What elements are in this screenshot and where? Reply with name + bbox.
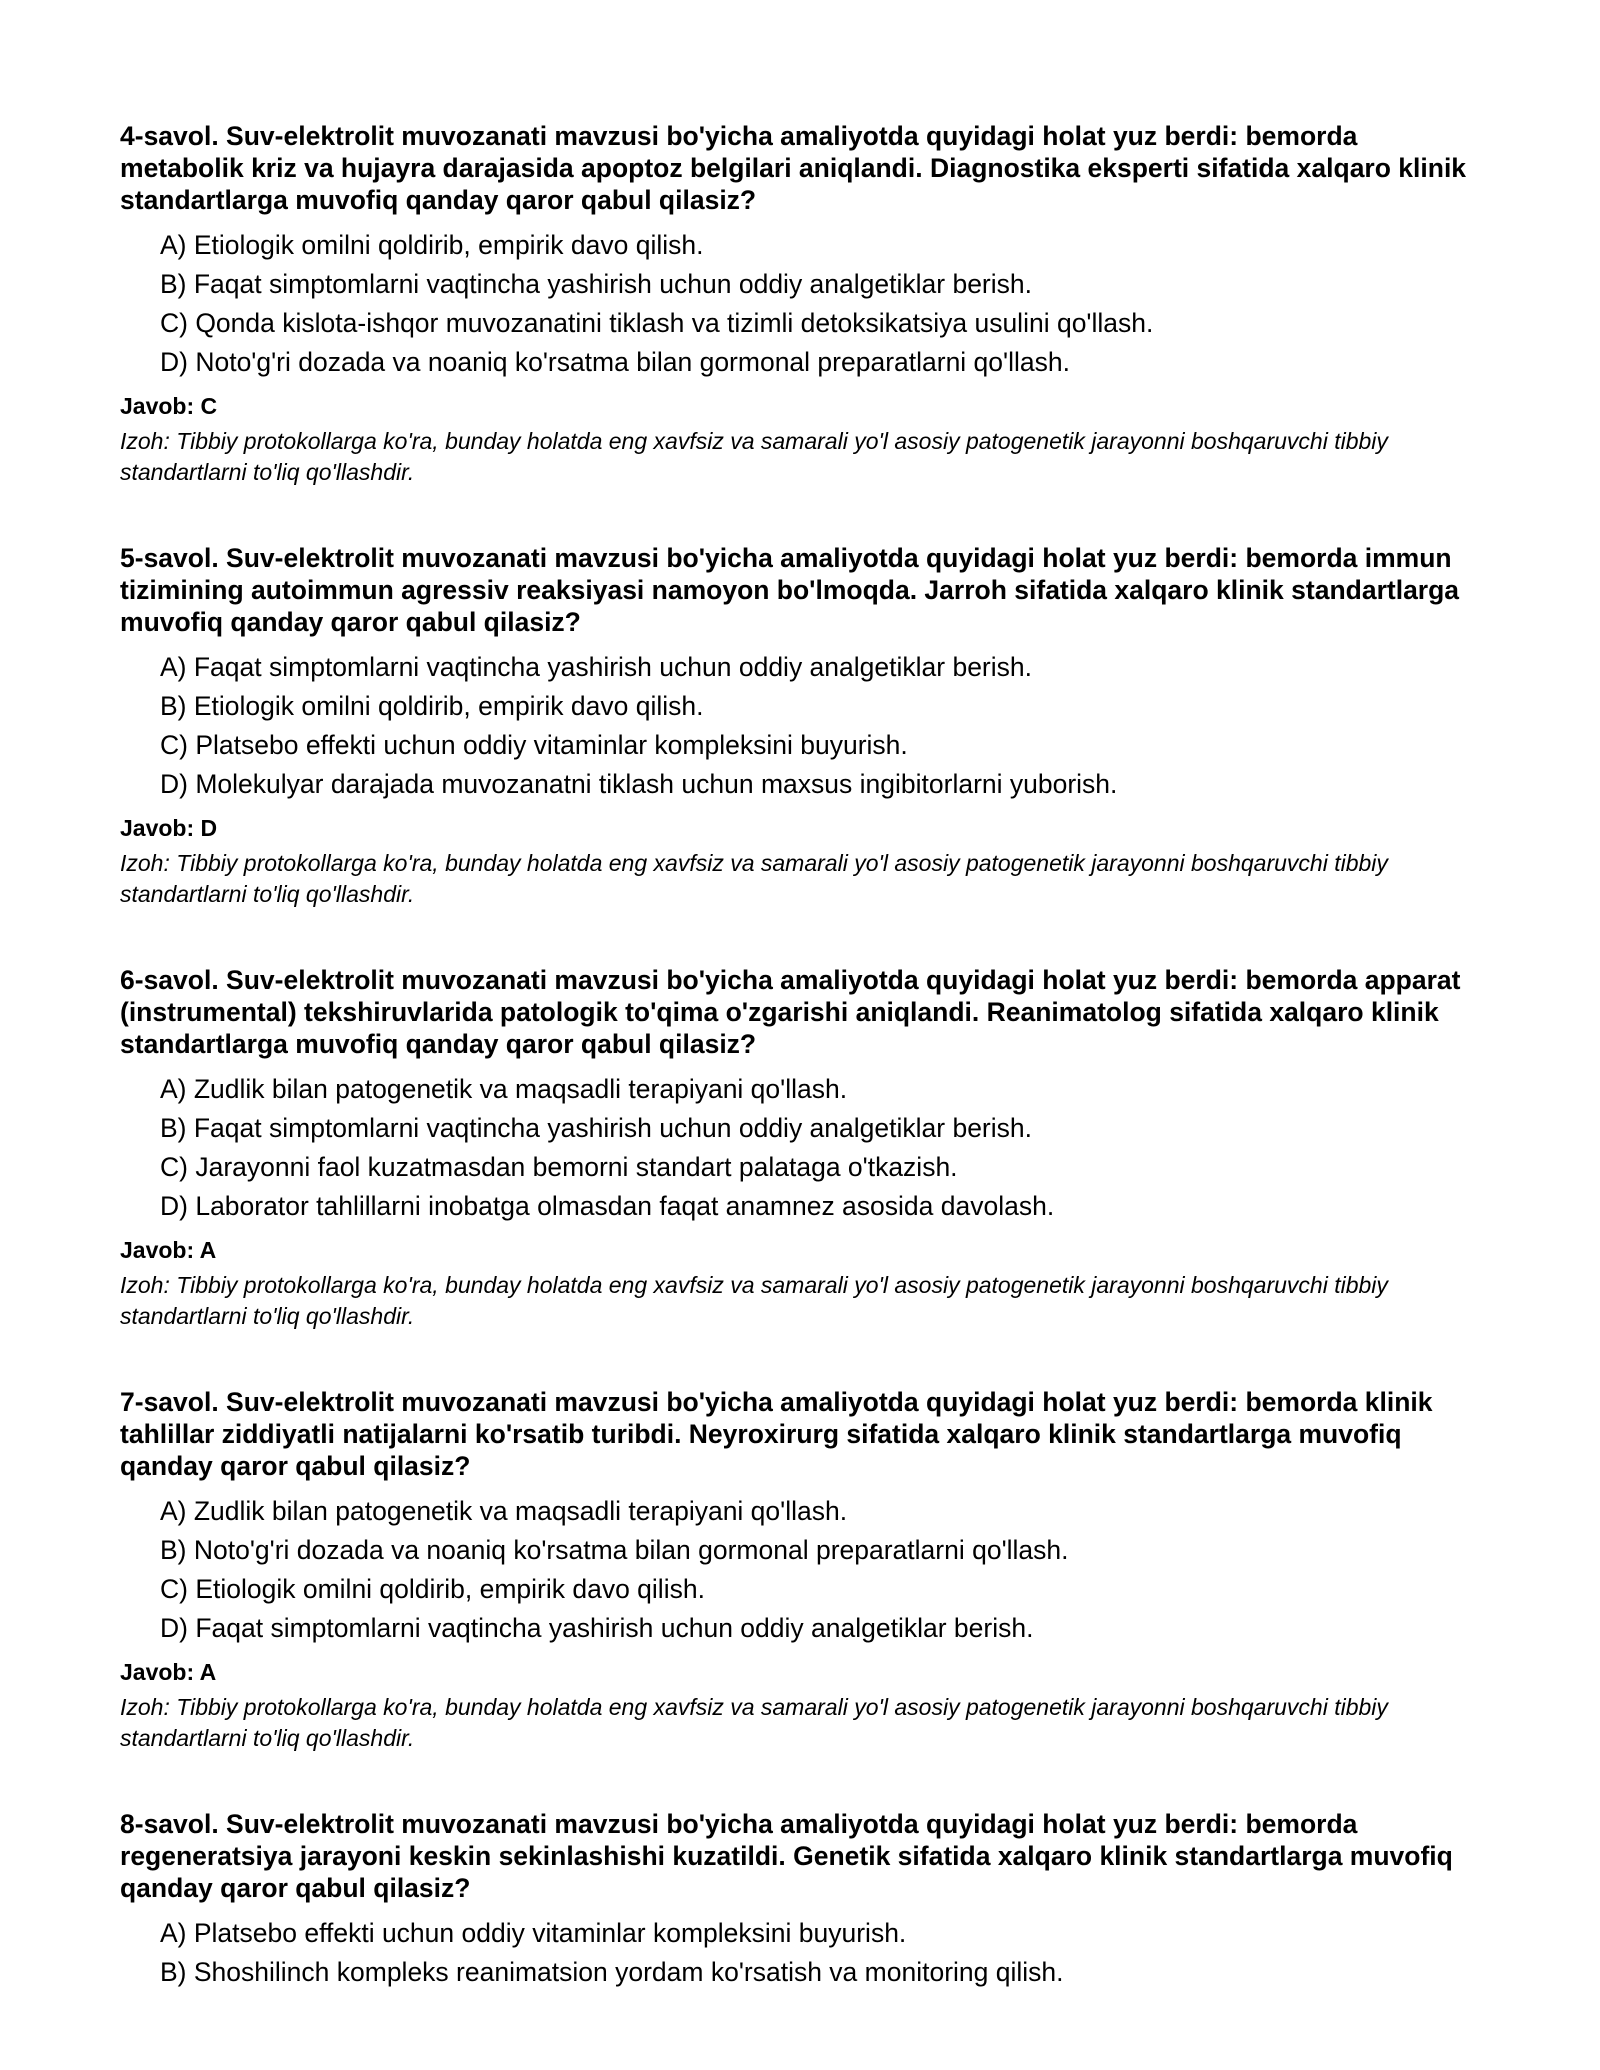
options-list <box>120 1492 1480 1648</box>
option-d: D) Faqat simptomlarni vaqtincha yashirish uchun oddiy analgetiklar berish. <box>160 1613 1034 1643</box>
question-title: 8-savol. Suv-elektrolit muvozanati mavzusi bo'yicha amaliyotda quyidagi holat yuz berdi: bemorda regeneratsiya jarayoni keskin sekinlashishi kuzatildi. Genetik sifatida xalqaro klinik standartlarga muvofiq qanday qaror qabul qilasiz? <box>120 1809 1453 1903</box>
answer-label: Javob: C <box>120 393 218 419</box>
question-title: 5-savol. Suv-elektrolit muvozanati mavzusi bo'yicha amaliyotda quyidagi holat yuz berdi: bemorda immun tizimining autoimmun agressiv reaksiyasi namoyon bo'lmoqda. Jarroh sifatida xalqaro klinik standartlarga muvofiq qanday qaror qabul qilasiz? <box>120 543 1460 637</box>
answer-label: Javob: A <box>120 1237 217 1263</box>
option-b: B) Faqat simptomlarni vaqtincha yashirish uchun oddiy analgetiklar berish. <box>160 269 1032 299</box>
option-c: C) Etiologik omilni qoldirib, empirik davo qilish. <box>160 1574 705 1604</box>
question-5 <box>120 542 1480 910</box>
option-a: A) Etiologik omilni qoldirib, empirik davo qilish. <box>160 230 704 260</box>
answer-label: Javob: A <box>120 1659 217 1685</box>
question-title: 6-savol. Suv-elektrolit muvozanati mavzusi bo'yicha amaliyotda quyidagi holat yuz berdi: bemorda apparat (instrumental) tekshiruvlarida patologik to'qima o'zgarishi aniqlandi. Reanimatolog sifatida xalqaro klinik standartlarga muvofiq qanday qaror qabul qilasiz? <box>120 965 1461 1059</box>
option-d: D) Laborator tahlillarni inobatga olmasdan faqat anamnez asosida davolash. <box>160 1191 1055 1221</box>
option-c: C) Jarayonni faol kuzatmasdan bemorni standart palataga o'tkazish. <box>160 1152 958 1182</box>
option-a: A) Faqat simptomlarni vaqtincha yashirish uchun oddiy analgetiklar berish. <box>160 652 1032 682</box>
option-c: C) Platsebo effekti uchun oddiy vitaminlar kompleksini buyurish. <box>160 730 908 760</box>
option-b: B) Faqat simptomlarni vaqtincha yashirish uchun oddiy analgetiklar berish. <box>160 1113 1032 1143</box>
answer-label: Javob: D <box>120 815 218 841</box>
question-6 <box>120 964 1480 1332</box>
question-7 <box>120 1386 1480 1754</box>
explanation-note: Izoh: Tibbiy protokollarga ko'ra, bunday holatda eng xavfsiz va samarali yo'l asosiy patogenetik jarayonni boshqaruvchi tibbiy standartlarni to'liq qo'llashdir. <box>120 428 1388 485</box>
explanation-note: Izoh: Tibbiy protokollarga ko'ra, bunday holatda eng xavfsiz va samarali yo'l asosiy patogenetik jarayonni boshqaruvchi tibbiy standartlarni to'liq qo'llashdir. <box>120 850 1388 907</box>
question-title: 7-savol. Suv-elektrolit muvozanati mavzusi bo'yicha amaliyotda quyidagi holat yuz berdi: bemorda klinik tahlillar ziddiyatli natijalarni ko'rsatib turibdi. Neyroxirurg sifatida xalqaro klinik standartlarga muvofiq qanday qaror qabul qilasiz? <box>120 1387 1433 1481</box>
option-a: A) Zudlik bilan patogenetik va maqsadli terapiyani qo'llash. <box>160 1074 848 1104</box>
document-page <box>120 120 1480 1992</box>
option-b: B) Etiologik omilni qoldirib, empirik davo qilish. <box>160 691 704 721</box>
option-b: B) Noto'g'ri dozada va noaniq ko'rsatma bilan gormonal preparatlarni qo'llash. <box>160 1535 1069 1565</box>
question-4 <box>120 120 1480 488</box>
explanation-note: Izoh: Tibbiy protokollarga ko'ra, bunday holatda eng xavfsiz va samarali yo'l asosiy patogenetik jarayonni boshqaruvchi tibbiy standartlarni to'liq qo'llashdir. <box>120 1272 1388 1329</box>
question-8 <box>120 1808 1480 1992</box>
options-list <box>120 226 1480 382</box>
option-a: A) Zudlik bilan patogenetik va maqsadli terapiyani qo'llash. <box>160 1496 848 1526</box>
option-d: D) Noto'g'ri dozada va noaniq ko'rsatma bilan gormonal preparatlarni qo'llash. <box>160 347 1070 377</box>
option-b: B) Shoshilinch kompleks reanimatsion yordam ko'rsatish va monitoring qilish. <box>160 1957 1064 1987</box>
option-c: C) Qonda kislota-ishqor muvozanatini tiklash va tizimli detoksikatsiya usulini qo'llash. <box>160 308 1154 338</box>
explanation-note: Izoh: Tibbiy protokollarga ko'ra, bunday holatda eng xavfsiz va samarali yo'l asosiy patogenetik jarayonni boshqaruvchi tibbiy standartlarni to'liq qo'llashdir. <box>120 1694 1388 1751</box>
options-list <box>120 648 1480 804</box>
options-list <box>120 1070 1480 1226</box>
options-list <box>120 1914 1480 1992</box>
question-title: 4-savol. Suv-elektrolit muvozanati mavzusi bo'yicha amaliyotda quyidagi holat yuz berdi: bemorda metabolik kriz va hujayra darajasida apoptoz belgilari aniqlandi. Diagnostika eksperti sifatida xalqaro klinik standartlarga muvofiq qanday qaror qabul qilasiz? <box>120 121 1467 215</box>
option-d: D) Molekulyar darajada muvozanatni tiklash uchun maxsus ingibitorlarni yuborish. <box>160 769 1118 799</box>
option-a: A) Platsebo effekti uchun oddiy vitaminlar kompleksini buyurish. <box>160 1918 907 1948</box>
